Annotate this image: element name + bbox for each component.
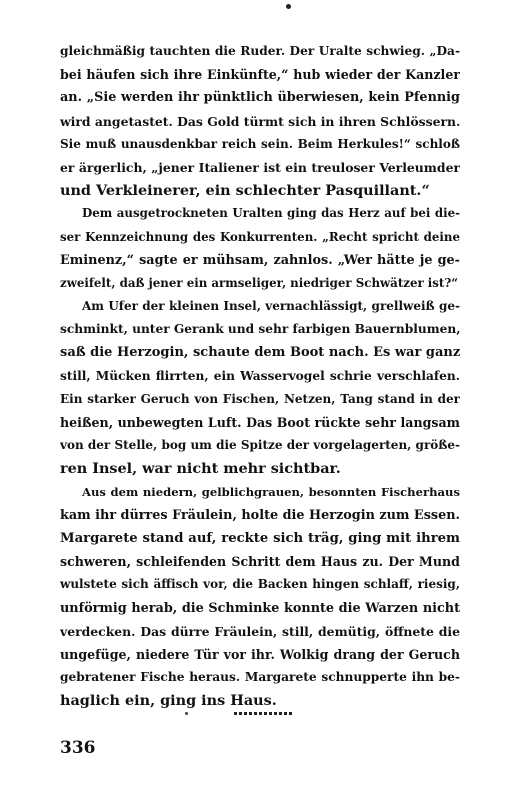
text-line: zweifelt, daß jener ein armseliger, niedriger Schwätzer ist?“ xyxy=(60,275,459,290)
text-line: von der Stelle, bog um die Spitze der vorgelagerten, größe- xyxy=(60,438,460,453)
text-line: verdecken. Das dürre Fräulein, still, demütig, öffnete die xyxy=(60,623,460,639)
text-line: unförmig herab, die Schminke konnte die Warzen nicht xyxy=(60,600,460,616)
text-line: schminkt, unter Gerank und sehr farbigen Bauernblumen, xyxy=(60,322,460,337)
text-line: ren Insel, war nicht mehr sichtbar. xyxy=(60,460,341,478)
text-line: haglich ein, ging ins Haus. xyxy=(60,692,277,710)
ink-speck xyxy=(185,712,188,715)
text-line: Aus dem niedern, gelblichgrauen, besonnten Fischerhaus xyxy=(82,484,460,499)
text-line: Eminenz,“ sagte er mühsam, zahnlos. „Wer hätte je ge- xyxy=(60,252,460,268)
page-number: 336 xyxy=(60,738,96,758)
text-line: heißen, unbewegten Luft. Das Boot rückte sehr langsam xyxy=(60,415,460,430)
text-line: Sie muß unausdenkbar reich sein. Beim Herkules!“ schloß xyxy=(60,136,460,151)
text-line: ungefüge, niedere Tür vor ihr. Wolkig drang der Geruch xyxy=(60,646,460,662)
text-line: und Verkleinerer, ein schlechter Pasquillant.“ xyxy=(60,182,430,200)
text-line: bei häufen sich ihre Einkünfte,“ hub wieder der Kanzler xyxy=(60,67,460,83)
text-line: wird angetastet. Das Gold türmt sich in ihren Schlössern. xyxy=(60,113,460,129)
text-line: still, Mücken flirrten, ein Wasservogel schrie verschlafen. xyxy=(60,368,460,383)
text-line: an. „Sie werden ihr pünktlich überwiesen, kein Pfennig xyxy=(60,90,460,106)
text-line: schweren, schleifenden Schritt dem Haus zu. Der Mund xyxy=(60,554,460,570)
text-line: saß die Herzogin, schaute dem Boot nach. Es war ganz xyxy=(60,345,460,361)
text-line: ser Kennzeichnung des Konkurrenten. „Recht spricht deine xyxy=(60,229,460,244)
ink-speck xyxy=(286,4,291,9)
section-divider xyxy=(234,712,292,715)
text-line: Margarete stand auf, reckte sich träg, ging mit ihrem xyxy=(60,530,460,546)
text-line: Am Ufer der kleinen Insel, vernachlässigt, grellweiß ge- xyxy=(82,299,460,314)
text-line: wulstete sich äffisch vor, die Backen hingen schlaff, riesig, xyxy=(60,577,460,592)
text-line: Dem ausgetrockneten Uralten ging das Herz auf bei die- xyxy=(82,206,460,221)
text-line: er ärgerlich, „jener Italiener ist ein treuloser Verleumder xyxy=(60,159,460,175)
text-line: kam ihr dürres Fräulein, holte die Herzogin zum Essen. xyxy=(60,507,460,523)
body-text xyxy=(60,40,460,712)
text-line: gebratener Fische heraus. Margarete schnupperte ihn be- xyxy=(60,670,460,685)
text-line: Ein starker Geruch von Fischen, Netzen, Tang stand in der xyxy=(60,391,460,406)
text-line: gleichmäßig tauchten die Ruder. Der Uralte schwieg. „Da- xyxy=(60,44,460,58)
